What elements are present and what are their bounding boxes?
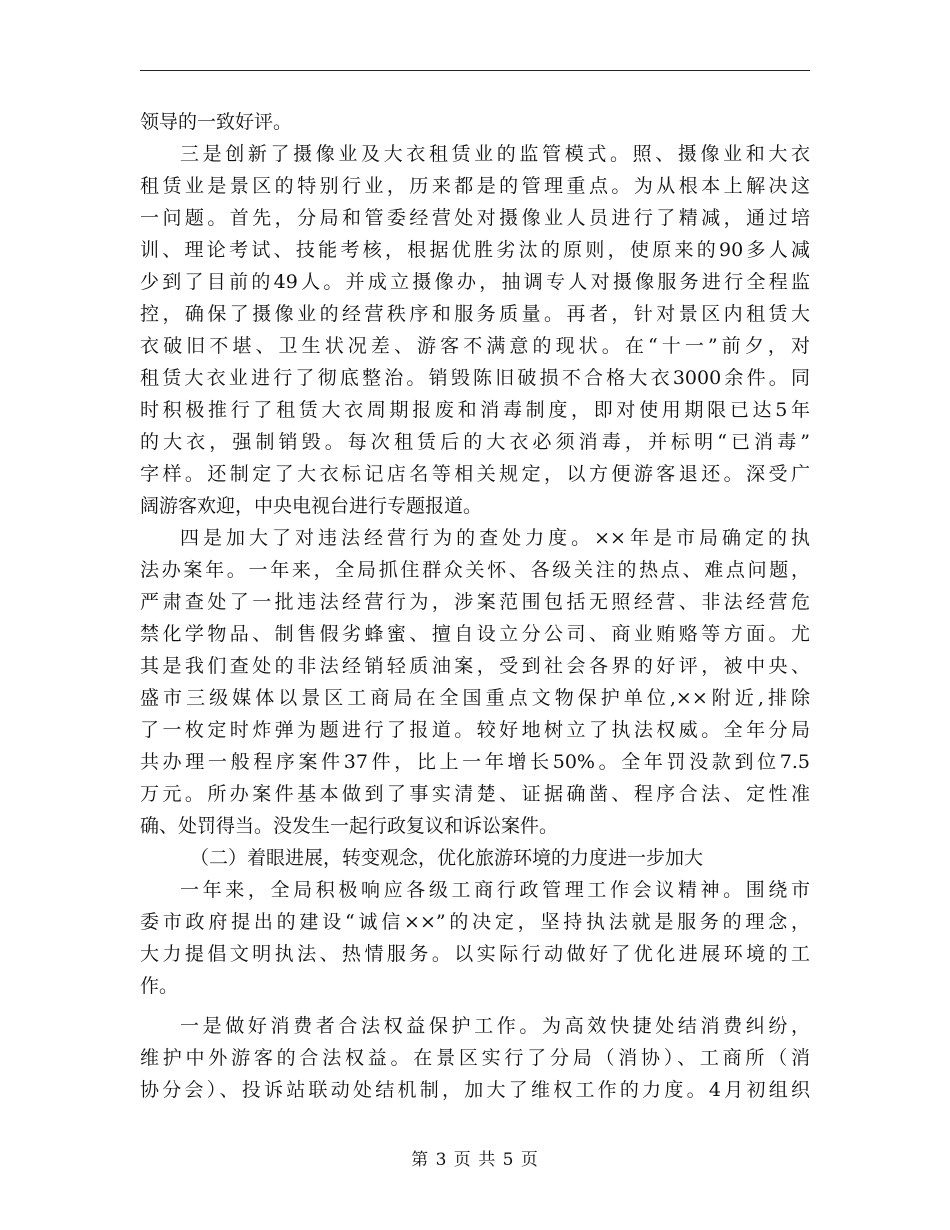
text-line: 共办理一般程序案件37件，比上一年增长50%。全年罚没款到位7.5 xyxy=(140,751,810,773)
text-line: （二）着眼进展，转变观念，优化旅游环境的力度进一步加大 xyxy=(190,847,704,869)
page-number: 第 3 页 共 5 页 xyxy=(411,1150,539,1170)
text-line: 一问题。首先，分局和管委经营处对摄像业人员进行了精减，通过培 xyxy=(140,207,810,229)
text-line: 少到了目前的49人。并成立摄像办，抽调专人对摄像服务进行全程监 xyxy=(140,271,810,293)
text-line: 维护中外游客的合法权益。在景区实行了分局（消协）、工商所（消 xyxy=(140,1047,810,1069)
text-line: 了一枚定时炸弹为题进行了报道。较好地树立了执法权威。全年分局 xyxy=(140,719,810,741)
text-line: 禁化学物品、制售假劣蜂蜜、擅自设立分公司、商业贿赂等方面。尤 xyxy=(140,623,810,645)
text-line: 盛市三级媒体以景区工商局在全国重点文物保护单位,××附近,排除 xyxy=(140,687,810,709)
text-line: 严肃查处了一批违法经营行为，涉案范围包括无照经营、非法经营危 xyxy=(140,591,810,613)
text-line: 一年来，全局积极响应各级工商行政管理工作会议精神。围绕市 xyxy=(180,879,810,901)
text-line: 一是做好消费者合法权益保护工作。为高效快捷处结消费纠纷， xyxy=(180,1015,810,1037)
text-line: 三是创新了摄像业及大衣租赁业的监管模式。照、摄像业和大衣 xyxy=(180,143,810,165)
text-line: 协分会）、投诉站联动处结机制，加大了维权工作的力度。4月初组织 xyxy=(140,1079,810,1101)
document-body xyxy=(140,106,810,1106)
text-line: 四是加大了对违法经营行为的查处力度。××年是市局确定的执 xyxy=(180,527,810,549)
text-line: 训、理论考试、技能考核，根据优胜劣汰的原则，使原来的90多人减 xyxy=(140,239,810,261)
text-line: 法办案年。一年来，全局抓住群众关怀、各级关注的热点、难点问题， xyxy=(140,559,810,581)
text-line: 的大衣，强制销毁。每次租赁后的大衣必须消毒，并标明“已消毒” xyxy=(140,431,810,453)
text-line: 租赁大衣业进行了彻底整治。销毁陈旧破损不合格大衣3000余件。同 xyxy=(140,367,810,389)
text-line: 大力提倡文明执法、热情服务。以实际行动做好了优化进展环境的工 xyxy=(140,943,810,965)
header-rule xyxy=(140,70,810,71)
text-line: 领导的一致好评。 xyxy=(140,111,293,133)
text-line: 委市政府提出的建设“诚信××”的决定，坚持执法就是服务的理念， xyxy=(140,911,810,933)
text-line: 时积极推行了租赁大衣周期报废和消毒制度，即对使用期限已达5年 xyxy=(140,399,810,421)
text-line: 万元。所办案件基本做到了事实清楚、证据确凿、程序合法、定性准 xyxy=(140,783,810,805)
text-line: 阔游客欢迎，中央电视台进行专题报道。 xyxy=(140,495,483,517)
text-line: 其是我们查处的非法经销轻质油案，受到社会各界的好评，被中央、 xyxy=(140,655,810,677)
text-line: 字样。还制定了大衣标记店名等相关规定，以方便游客退还。深受广 xyxy=(140,463,810,485)
text-line: 确、处罚得当。没发生一起行政复议和诉讼案件。 xyxy=(140,815,559,837)
text-line: 控，确保了摄像业的经营秩序和服务质量。再者，针对景区内租赁大 xyxy=(140,303,810,325)
text-line: 衣破旧不堪、卫生状况差、游客不满意的现状。在“十一”前夕，对 xyxy=(140,335,810,357)
text-line: 租赁业是景区的特别行业，历来都是的管理重点。为从根本上解决这 xyxy=(140,175,810,197)
text-line: 作。 xyxy=(140,975,179,997)
